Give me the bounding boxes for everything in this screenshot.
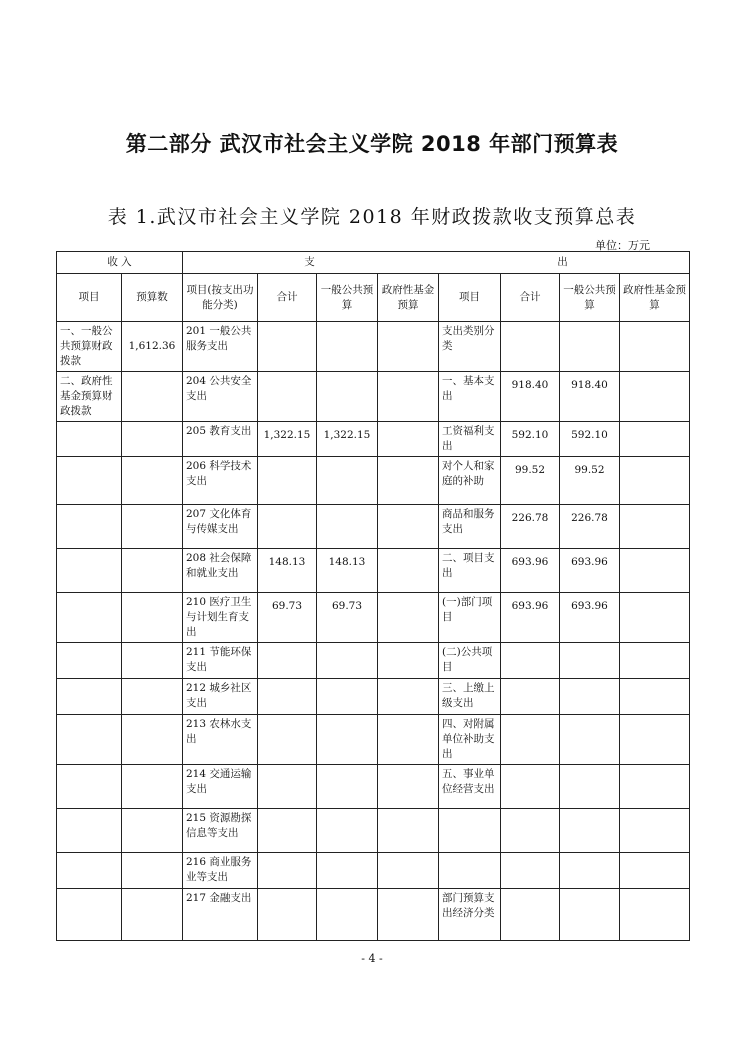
- table-cell: [378, 809, 439, 853]
- table-cell: 918.40: [560, 372, 620, 422]
- table-cell: 693.96: [501, 549, 560, 593]
- table-cell: [317, 853, 378, 889]
- table-cell: [57, 422, 122, 457]
- table-cell: 二、政府性基金预算财政拨款: [57, 372, 122, 422]
- table-cell: 206 科学技术支出: [183, 457, 258, 505]
- table-cell: 69.73: [258, 593, 317, 643]
- table-cell: [122, 549, 183, 593]
- table-cell: 一、基本支出: [439, 372, 501, 422]
- table-cell: [57, 679, 122, 715]
- header-cell: 合计: [258, 274, 317, 322]
- table-cell: [258, 372, 317, 422]
- header-cell: 项目: [57, 274, 122, 322]
- expense-label: 支: [304, 256, 315, 268]
- table-cell: [317, 889, 378, 941]
- table-cell: [501, 715, 560, 765]
- table-cell: 693.96: [501, 593, 560, 643]
- table-cell: [378, 643, 439, 679]
- table-cell: [439, 809, 501, 853]
- table-row: [57, 679, 690, 715]
- table-cell: 212 城乡社区支出: [183, 679, 258, 715]
- table-cell: [122, 765, 183, 809]
- table-cell: [317, 643, 378, 679]
- header-cell: 一般公共预算: [560, 274, 620, 322]
- table-cell: 1,322.15: [258, 422, 317, 457]
- table-cell: [501, 322, 560, 372]
- table-cell: [122, 505, 183, 549]
- table-cell: [378, 422, 439, 457]
- table-cell: [122, 809, 183, 853]
- table-cell: [122, 889, 183, 941]
- table-cell: [501, 889, 560, 941]
- table-cell: [620, 679, 690, 715]
- table-cell: 一、一般公共预算财政拨款: [57, 322, 122, 372]
- income-group-header: 收 入: [57, 252, 183, 274]
- table-cell: [501, 809, 560, 853]
- table-cell: [122, 457, 183, 505]
- table-cell: 69.73: [317, 593, 378, 643]
- table-cell: [57, 457, 122, 505]
- group-header-row: [57, 252, 690, 274]
- table-row: [57, 322, 690, 372]
- table-cell: [317, 679, 378, 715]
- table-cell: [620, 853, 690, 889]
- table-cell: 204 公共安全支出: [183, 372, 258, 422]
- table-cell: [560, 322, 620, 372]
- table-cell: 99.52: [560, 457, 620, 505]
- table-cell: 215 资源勘探信息等支出: [183, 809, 258, 853]
- table-cell: [57, 765, 122, 809]
- table-row: [57, 422, 690, 457]
- expense-group-header: [183, 252, 690, 274]
- table-cell: 592.10: [501, 422, 560, 457]
- header-cell: 预算数: [122, 274, 183, 322]
- budget-table: [56, 251, 690, 941]
- table-cell: [317, 809, 378, 853]
- table-cell: [57, 549, 122, 593]
- table-cell: [258, 322, 317, 372]
- table-cell: [501, 853, 560, 889]
- out-label: 出: [557, 256, 568, 268]
- table-cell: 205 教育支出: [183, 422, 258, 457]
- table-cell: (二)公共项目: [439, 643, 501, 679]
- header-cell: 项目(按支出功能分类): [183, 274, 258, 322]
- table-cell: [258, 715, 317, 765]
- part-title: 第二部分 武汉市社会主义学院 2018 年部门预算表: [125, 132, 619, 156]
- table-cell: [439, 853, 501, 889]
- table-row: [57, 889, 690, 941]
- table-cell: 工资福利支出: [439, 422, 501, 457]
- table-cell: [258, 889, 317, 941]
- table-cell: 201 一般公共服务支出: [183, 322, 258, 372]
- page-number: - 4 -: [361, 952, 383, 965]
- table-cell: [258, 457, 317, 505]
- table-cell: [317, 505, 378, 549]
- table-cell: [378, 853, 439, 889]
- table-cell: [620, 809, 690, 853]
- table-cell: [57, 505, 122, 549]
- table-cell: 208 社会保障和就业支出: [183, 549, 258, 593]
- table-cell: [317, 765, 378, 809]
- table-cell: [122, 422, 183, 457]
- table-cell: 217 金融支出: [183, 889, 258, 941]
- table-cell: 226.78: [560, 505, 620, 549]
- table-row: [57, 715, 690, 765]
- table-cell: 226.78: [501, 505, 560, 549]
- table-cell: 148.13: [258, 549, 317, 593]
- table-cell: 部门预算支出经济分类: [439, 889, 501, 941]
- table-cell: 五、事业单位经营支出: [439, 765, 501, 809]
- table-cell: 对个人和家庭的补助: [439, 457, 501, 505]
- table-cell: 693.96: [560, 549, 620, 593]
- table-cell: [317, 715, 378, 765]
- table-cell: 99.52: [501, 457, 560, 505]
- unit-label: 单位：万元: [595, 239, 650, 252]
- table-cell: [620, 422, 690, 457]
- table-cell: [378, 679, 439, 715]
- table-cell: [378, 765, 439, 809]
- table-cell: [620, 549, 690, 593]
- table-cell: 1,322.15: [317, 422, 378, 457]
- table-cell: [560, 765, 620, 809]
- table-title: 表 1.武汉市社会主义学院 2018 年财政拨款收支预算总表: [107, 206, 637, 228]
- table-row: [57, 372, 690, 422]
- table-cell: 918.40: [501, 372, 560, 422]
- header-cell: 一般公共预算: [317, 274, 378, 322]
- table-cell: [378, 372, 439, 422]
- table-cell: [620, 372, 690, 422]
- table-cell: [560, 643, 620, 679]
- header-cell: 合计: [501, 274, 560, 322]
- table-cell: [378, 505, 439, 549]
- table-cell: [57, 809, 122, 853]
- table-cell: 207 文化体育与传媒支出: [183, 505, 258, 549]
- table-cell: [317, 457, 378, 505]
- table-cell: [122, 715, 183, 765]
- table-cell: [620, 505, 690, 549]
- table-cell: [378, 457, 439, 505]
- table-cell: [258, 643, 317, 679]
- table-cell: 592.10: [560, 422, 620, 457]
- table-cell: [620, 593, 690, 643]
- table-cell: [560, 715, 620, 765]
- table-cell: [57, 643, 122, 679]
- table-cell: 214 交通运输支出: [183, 765, 258, 809]
- table-cell: 210 医疗卫生与计划生育支出: [183, 593, 258, 643]
- table-cell: [501, 765, 560, 809]
- table-cell: 148.13: [317, 549, 378, 593]
- table-row: [57, 457, 690, 505]
- table-cell: [378, 593, 439, 643]
- table-cell: [501, 643, 560, 679]
- table-cell: [620, 457, 690, 505]
- table-cell: 1,612.36: [122, 322, 183, 372]
- table-cell: [57, 889, 122, 941]
- table-cell: [258, 809, 317, 853]
- table-cell: 216 商业服务业等支出: [183, 853, 258, 889]
- table-row: [57, 593, 690, 643]
- table-cell: [620, 643, 690, 679]
- table-cell: [560, 679, 620, 715]
- table-cell: [560, 853, 620, 889]
- table-cell: [122, 643, 183, 679]
- table-cell: [378, 322, 439, 372]
- table-cell: [57, 715, 122, 765]
- table-cell: [122, 679, 183, 715]
- header-cell: 政府性基金预算: [620, 274, 690, 322]
- table-row: [57, 643, 690, 679]
- table-cell: [258, 679, 317, 715]
- table-cell: (一)部门项目: [439, 593, 501, 643]
- table-cell: 支出类别分类: [439, 322, 501, 372]
- table-cell: [620, 765, 690, 809]
- table-cell: [122, 593, 183, 643]
- table-cell: [620, 322, 690, 372]
- table-row: [57, 809, 690, 853]
- table-cell: [560, 889, 620, 941]
- table-row: [57, 853, 690, 889]
- table-cell: [258, 765, 317, 809]
- table-cell: [57, 593, 122, 643]
- table-cell: [501, 679, 560, 715]
- table-cell: 商品和服务支出: [439, 505, 501, 549]
- table-cell: 二、项目支出: [439, 549, 501, 593]
- table-cell: 三、上缴上级支出: [439, 679, 501, 715]
- header-cell: 政府性基金预算: [378, 274, 439, 322]
- table-cell: [620, 889, 690, 941]
- table-cell: [258, 505, 317, 549]
- table-cell: [258, 853, 317, 889]
- table-cell: [122, 372, 183, 422]
- table-cell: [620, 715, 690, 765]
- table-cell: [560, 809, 620, 853]
- table-row: [57, 505, 690, 549]
- table-cell: [378, 889, 439, 941]
- table-cell: [378, 715, 439, 765]
- table-cell: 693.96: [560, 593, 620, 643]
- table-cell: [57, 853, 122, 889]
- column-header-row: [57, 274, 690, 322]
- header-cell: 项目: [439, 274, 501, 322]
- table-cell: [378, 549, 439, 593]
- table-cell: [317, 322, 378, 372]
- table-row: [57, 549, 690, 593]
- table-cell: 213 农林水支出: [183, 715, 258, 765]
- table-cell: 211 节能环保支出: [183, 643, 258, 679]
- table-cell: [122, 853, 183, 889]
- table-cell: [317, 372, 378, 422]
- table-row: [57, 765, 690, 809]
- table-cell: 四、对附属单位补助支出: [439, 715, 501, 765]
